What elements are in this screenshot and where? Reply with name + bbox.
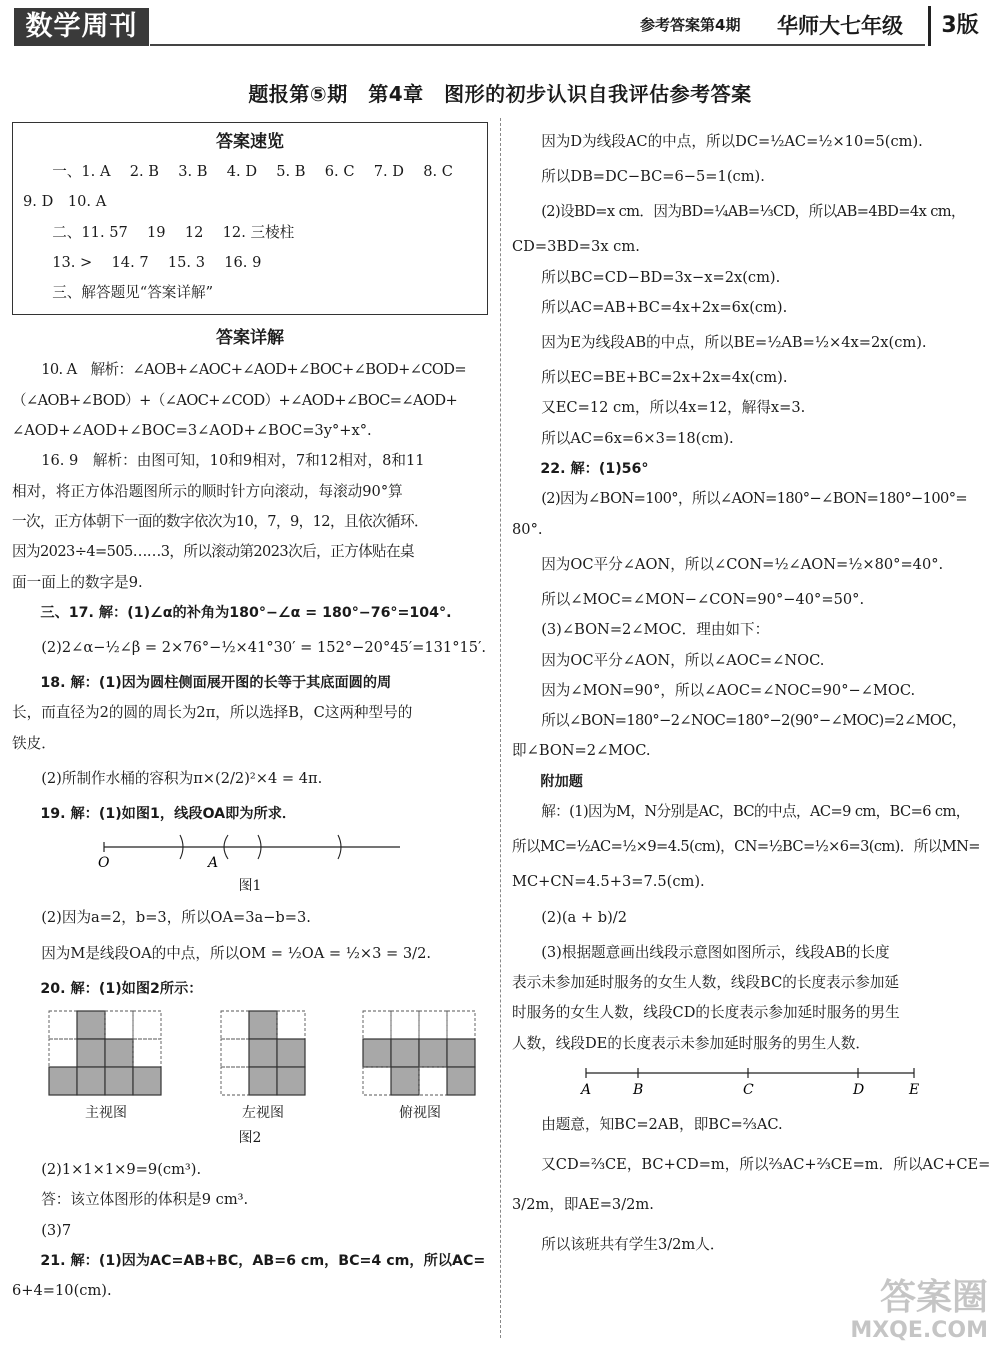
text-line: 3/2m，即AE=3/2m.: [512, 1195, 654, 1213]
empty-cell: [133, 1011, 161, 1039]
column-divider: [500, 118, 501, 1338]
text-line: CD=3BD=3x cm.: [512, 238, 640, 256]
empty-cell: [419, 1067, 447, 1095]
text-line: 所以∠MOC=∠MON−∠CON=90°−40°=50°.: [541, 590, 865, 608]
front-view-label: 主视图: [85, 1104, 127, 1121]
point-label: A: [581, 1081, 592, 1097]
text-line: 因为M是线段OA的中点，所以OM = ½OA = ½×3 = 3/2.: [41, 944, 432, 962]
filled-cell: [277, 1039, 305, 1067]
figure-1: [12, 833, 488, 899]
figure-2: [12, 1010, 488, 1151]
text-line: (2)所制作水桶的容积为π×(2/2)²×4 = 4π.: [41, 770, 323, 788]
empty-cell: [277, 1011, 305, 1039]
text-line: （∠AOB+∠BOD）+（∠AOC+∠COD）+∠AOD+∠BOC=∠AOD+: [12, 391, 458, 409]
summary-line: 一、1. A 2. B 3. B 4. D 5. B 6. C 7. D 8. C: [52, 163, 453, 180]
text-line: (2)(a + b)/2: [541, 908, 627, 926]
text-line: 所以MC=½AC=½×9=4.5(cm)，CN=½BC=½×6=3(cm)．所以MN=: [512, 838, 980, 856]
left-view-label: 左视图: [242, 1104, 284, 1121]
filled-cell: [105, 1067, 133, 1095]
empty-cell: [221, 1067, 249, 1095]
text-line: 相对，将正方体沿题图所示的顺时针方向滚动，每滚动90°算: [12, 482, 403, 500]
text-line: (2)因为∠BON=100°，所以∠AON=180°−∠BON=180°−100°=: [541, 490, 968, 508]
text-line: (3)7: [41, 1221, 72, 1239]
header-rule: [150, 44, 925, 46]
text-line: 面一面上的数字是9.: [12, 573, 143, 591]
empty-cell: [133, 1039, 161, 1067]
left-view-grid: [220, 1010, 307, 1097]
text-line: (2)因为a=2，b=3，所以OA=3a−b=3.: [41, 909, 311, 927]
top-view-label: 俯视图: [399, 1104, 441, 1121]
figure-3-drawing: [512, 1063, 988, 1097]
summary-line: 三、解答题见“答案详解”: [52, 284, 214, 302]
text-line: 所以该班共有学生3/2m人．: [541, 1235, 725, 1253]
empty-cell: [105, 1011, 133, 1039]
text-line: 19. 解：(1)如图1，线段OA即为所求．: [40, 806, 297, 823]
three-views: [48, 1010, 478, 1125]
point-label-o: O: [98, 855, 110, 870]
text-line: 人数，线段DE的长度表示未参加延时服务的男生人数．: [512, 1034, 871, 1052]
text-line: 20. 解：(1)如图2所示：: [40, 980, 203, 997]
empty-cell: [221, 1011, 249, 1039]
figure-1-caption: 图1: [238, 878, 262, 895]
top-view-grid: [362, 1010, 478, 1097]
filled-cell: [49, 1067, 77, 1095]
text-line: 所以DB=DC−BC=6−5=1(cm).: [541, 168, 765, 185]
text-line: 三、17. 解：(1)∠α的补角为180°−∠α = 180°−76°=104°.: [40, 604, 452, 621]
filled-cell: [77, 1039, 105, 1067]
text-line: (3)根据题意画出线段示意图如图所示，线段AB的长度: [541, 943, 890, 961]
text-line: 又CD=⅔CE，BC+CD=m，所以⅔AC+⅔CE=m．所以AC+CE=: [541, 1155, 991, 1173]
filled-cell: [249, 1067, 277, 1095]
text-line: 长，而直径为2的圆的周长为2π，所以选择B，C这两种型号的: [12, 704, 413, 722]
figure-2-caption: 图2: [238, 1129, 262, 1146]
point-label-a: A: [208, 855, 219, 870]
front-view: [48, 1010, 164, 1125]
watermark: [850, 1278, 988, 1344]
text-line: 21. 解：(1)因为AC=AB+BC，AB=6 cm，BC=4 cm，所以AC=: [40, 1252, 486, 1269]
filled-cell: [447, 1039, 475, 1067]
filled-cell: [391, 1039, 419, 1067]
issue-info: 参考答案第4期: [640, 16, 741, 34]
segment-ticks: [579, 1068, 919, 1097]
filled-cell: [249, 1011, 277, 1039]
point-label: B: [633, 1081, 644, 1097]
text-line: 即∠BON=2∠MOC.: [512, 742, 651, 760]
filled-cell: [249, 1039, 277, 1067]
text-line: 一次，正方体朝下一面的数字依次为10，7，9，12，且依次循环．: [12, 512, 428, 530]
text-line: 所以∠BON=180°−2∠NOC=180°−2(90°−∠MOC)=2∠MOC，: [541, 712, 966, 730]
filled-cell: [419, 1039, 447, 1067]
summary-line: 9. D 10. A: [23, 193, 107, 211]
text-line: 又EC=12 cm，所以4x=12，解得x=3.: [541, 399, 806, 417]
filled-cell: [391, 1067, 419, 1095]
watermark-site: MXQE.COM: [850, 1318, 988, 1343]
text-line: 16. 9 解析：由图可知，10和9相对，7和12相对，8和11: [41, 452, 425, 470]
filled-cell: [77, 1011, 105, 1039]
text-line: MC+CN=4.5+3=7.5(cm).: [512, 873, 705, 891]
details-heading: 答案详解: [216, 328, 284, 349]
text-line: 答：该立体图形的体积是9 cm³.: [41, 1191, 249, 1209]
text-line: 解：(1)因为M，N分别是AC，BC的中点，AC=9 cm，BC=6 cm，: [541, 803, 970, 821]
filled-cell: [105, 1039, 133, 1067]
text-line: 所以AC=AB+BC=4x+2x=6x(cm).: [541, 298, 788, 316]
top-view: [362, 1010, 478, 1125]
text-line: 22. 解：(1)56°: [540, 461, 649, 478]
text-line: 所以EC=BE+BC=2x+2x=4x(cm).: [541, 369, 788, 387]
text-line: (3)∠BON=2∠MOC．理由如下：: [541, 621, 770, 639]
text-line: (2)2∠α−½∠β = 2×76°−½×41°30′ = 152°−20°45′=131°15′.: [41, 639, 487, 657]
figure-3: [512, 1063, 988, 1101]
filled-cell: [363, 1039, 391, 1067]
text-line: 由题意，知BC=2AB，即BC=⅔AC.: [541, 1115, 783, 1133]
empty-cell: [447, 1011, 475, 1039]
empty-cell: [221, 1039, 249, 1067]
summary-line: 13. > 14. 7 15. 3 16. 9: [52, 253, 262, 271]
text-line: 18. 解：(1)因为圆柱侧面展开图的长等于其底面圆的周: [40, 675, 392, 692]
page-title: 题报第⑤期 第4章 图形的初步认识自我评估参考答案: [248, 82, 752, 106]
point-label: E: [909, 1081, 920, 1097]
empty-cell: [363, 1067, 391, 1095]
left-view: [220, 1010, 307, 1125]
front-view-grid: [48, 1010, 164, 1097]
text-line: ∠AOD+∠AOD+∠BOC=3∠AOD+∠BOC=3y°+x°.: [12, 422, 372, 440]
text-line: 因为2023÷4=505……3，所以滚动第2023次后，正方体贴在桌: [12, 543, 415, 561]
empty-cell: [49, 1011, 77, 1039]
grade-label: 华师大七年级: [777, 14, 903, 38]
text-line: 因为OC平分∠AON，所以∠CON=½∠AON=½×80°=40°.: [541, 555, 944, 573]
text-line: 6+4=10(cm).: [12, 1282, 112, 1300]
empty-cell: [391, 1011, 419, 1039]
text-line: 10. A 解析：∠AOB+∠AOC+∠AOD+∠BOC+∠BOD+∠COD=: [41, 361, 467, 379]
empty-cell: [363, 1011, 391, 1039]
point-label: C: [743, 1081, 754, 1097]
text-line: 因为E为线段AB的中点，所以BE=½AB=½×4x=2x(cm).: [541, 334, 927, 352]
text-line: 因为D为线段AC的中点，所以DC=½AC=½×10=5(cm).: [541, 133, 923, 150]
point-label: D: [853, 1081, 865, 1097]
answer-summary-box: [12, 122, 488, 315]
text-line: 所以BC=CD−BD=3x−x=2x(cm).: [541, 268, 781, 286]
text-line: 因为OC平分∠AON，所以∠AOC=∠NOC.: [541, 651, 825, 669]
empty-cell: [419, 1011, 447, 1039]
filled-cell: [447, 1067, 475, 1095]
figure-1-drawing: [12, 833, 488, 869]
bonus-heading: 附加题: [540, 773, 583, 790]
text-line: (2)设BD=x cm．因为BD=¼AB=⅓CD，所以AB=4BD=4x cm，: [541, 203, 966, 221]
empty-cell: [49, 1039, 77, 1067]
left-column: [12, 122, 488, 1306]
summary-heading: 答案速览: [216, 132, 284, 152]
text-line: (2)1×1×1×9=9(cm³).: [41, 1160, 202, 1178]
masthead: 数学周刊: [14, 8, 149, 46]
text-line: 时服务的女生人数，线段CD的长度表示参加延时服务的男生: [512, 1004, 900, 1022]
text-line: 所以AC=6x=6×3=18(cm).: [541, 429, 734, 447]
text-line: 因为∠MON=90°，所以∠AOC=∠NOC=90°−∠MOC.: [541, 681, 916, 699]
text-line: 表示未参加延时服务的女生人数，线段BC的长度表示参加延: [512, 973, 900, 991]
summary-line: 二、11. 57 19 12 12. 三棱柱: [52, 223, 295, 241]
filled-cell: [77, 1067, 105, 1095]
edition-label: 3版: [928, 6, 989, 46]
filled-cell: [277, 1067, 305, 1095]
page-header: [0, 0, 1000, 50]
right-column: [512, 122, 991, 1265]
text-line: 80°.: [512, 520, 543, 538]
text-line: 铁皮．: [12, 734, 56, 752]
filled-cell: [133, 1067, 161, 1095]
watermark-logo: 答案圈: [879, 1277, 988, 1318]
